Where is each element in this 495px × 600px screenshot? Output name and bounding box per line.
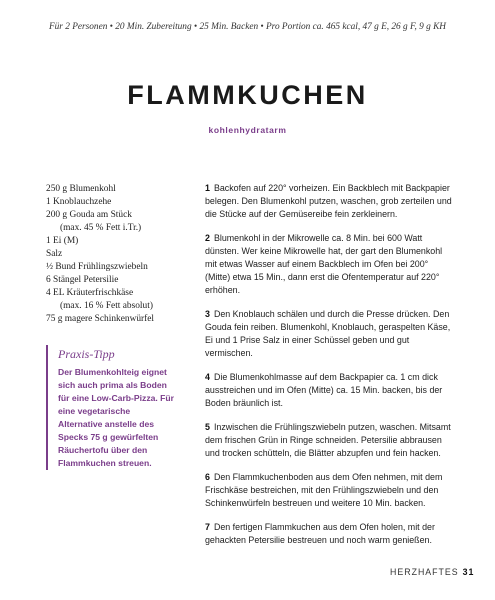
page-number: 31 — [462, 567, 475, 577]
ingredient-item: 1 Knoblauchzehe — [46, 197, 112, 207]
step-text: Den fertigen Flammkuchen aus dem Ofen holen, mit der gehackten Petersilie bestreuen und noch warm genießen. — [205, 522, 435, 545]
step-text: Blumenkohl in der Mikrowelle ca. 8 Min. bei 600 Watt dünsten. Wer keine Mikrowelle hat, der gart den Blumenkohl mit etwas Wasser auf einem Backblech im Ofen bei 200° (Mitte) etwa 15 Min., dann erst die Ofentemperatur auf 220° erhöhen. — [205, 233, 443, 295]
step-number: 6 — [205, 472, 210, 482]
step-4 — [205, 371, 455, 410]
step-number: 1 — [205, 183, 210, 193]
ingredient-item: 6 Stängel Petersilie — [46, 275, 119, 285]
recipe-subtitle: kohlenhydratarm — [208, 125, 287, 135]
tip-title: Praxis-Tipp — [58, 347, 115, 361]
step-number: 2 — [205, 233, 210, 243]
step-6 — [205, 471, 455, 510]
page-footer — [390, 567, 474, 577]
step-3 — [205, 308, 455, 360]
ingredient-item: 200 g Gouda am Stück — [46, 210, 132, 220]
step-number: 5 — [205, 422, 210, 432]
page-title: FLAMMKUCHEN — [127, 80, 368, 110]
step-number: 3 — [205, 309, 210, 319]
step-text: Den Flammkuchenboden aus dem Ofen nehmen, mit dem Frischkäse bestreichen, mit den Frühlingszwiebeln und den Schinkenwürfeln bestreuen und weitere 10 Min. backen. — [205, 472, 443, 508]
tip-box — [46, 345, 176, 470]
recipe-meta: Für 2 Personen • 20 Min. Zubereitung • 25 Min. Backen • Pro Portion ca. 465 kcal, 47 g E, 26 g F, 9 g KH — [48, 22, 446, 32]
step-text: Die Blumenkohlmasse auf dem Backpapier ca. 1 cm dick ausstreichen und im Ofen (Mitte) ca. 15 Min. backen, bis der Boden bräunlich ist. — [205, 372, 443, 408]
step-7 — [205, 521, 455, 547]
step-5 — [205, 421, 455, 460]
ingredient-list — [46, 183, 196, 326]
ingredient-item: 75 g magere Schinkenwürfel — [46, 314, 155, 324]
instruction-steps — [205, 182, 455, 558]
ingredient-note: (max. 45 % Fett i.Tr.) — [60, 223, 142, 233]
step-number: 4 — [205, 372, 210, 382]
step-text: Backofen auf 220° vorheizen. Ein Backblech mit Backpapier belegen. Den Blumenkohl putzen, waschen, grob zerteilen und die Stücke auf der Gemüsereibe fein zerkleinern. — [205, 183, 452, 219]
section-label: HERZHAFTES — [390, 567, 459, 577]
ingredient-item: Salz — [46, 249, 63, 259]
step-number: 7 — [205, 522, 210, 532]
ingredient-item: 1 Ei (M) — [46, 236, 79, 246]
step-text: Inzwischen die Frühlingszwiebeln putzen, waschen. Mitsamt dem frischen Grün in Ringe schneiden. Petersilie abbrausen und trocken schütteln, die Blätter abzupfen und fein hacken. — [205, 422, 451, 458]
ingredient-item: 4 EL Kräuterfrischkäse — [46, 288, 134, 298]
ingredient-item: 250 g Blumenkohl — [46, 184, 116, 194]
step-text: Den Knoblauch schälen und durch die Presse drücken. Den Gouda fein reiben. Blumenkohl, Knoblauch, geraspelten Käse, Ei und 1 Prise Salz in einer Schüssel geben und gut vermischen. — [205, 309, 451, 358]
step-2 — [205, 232, 455, 297]
tip-text: Der Blumenkohlteig eignet sich auch prima als Boden für eine Low-Carb-Pizza. Für eine vegetarische Alternative anstelle des Specks 75 g gewürfelten Räuchertofu über den Flammkuchen streuen. — [58, 367, 175, 468]
ingredient-note: (max. 16 % Fett absolut) — [60, 301, 153, 311]
ingredient-item: ½ Bund Frühlingszwiebeln — [46, 262, 148, 272]
step-1 — [205, 182, 455, 221]
